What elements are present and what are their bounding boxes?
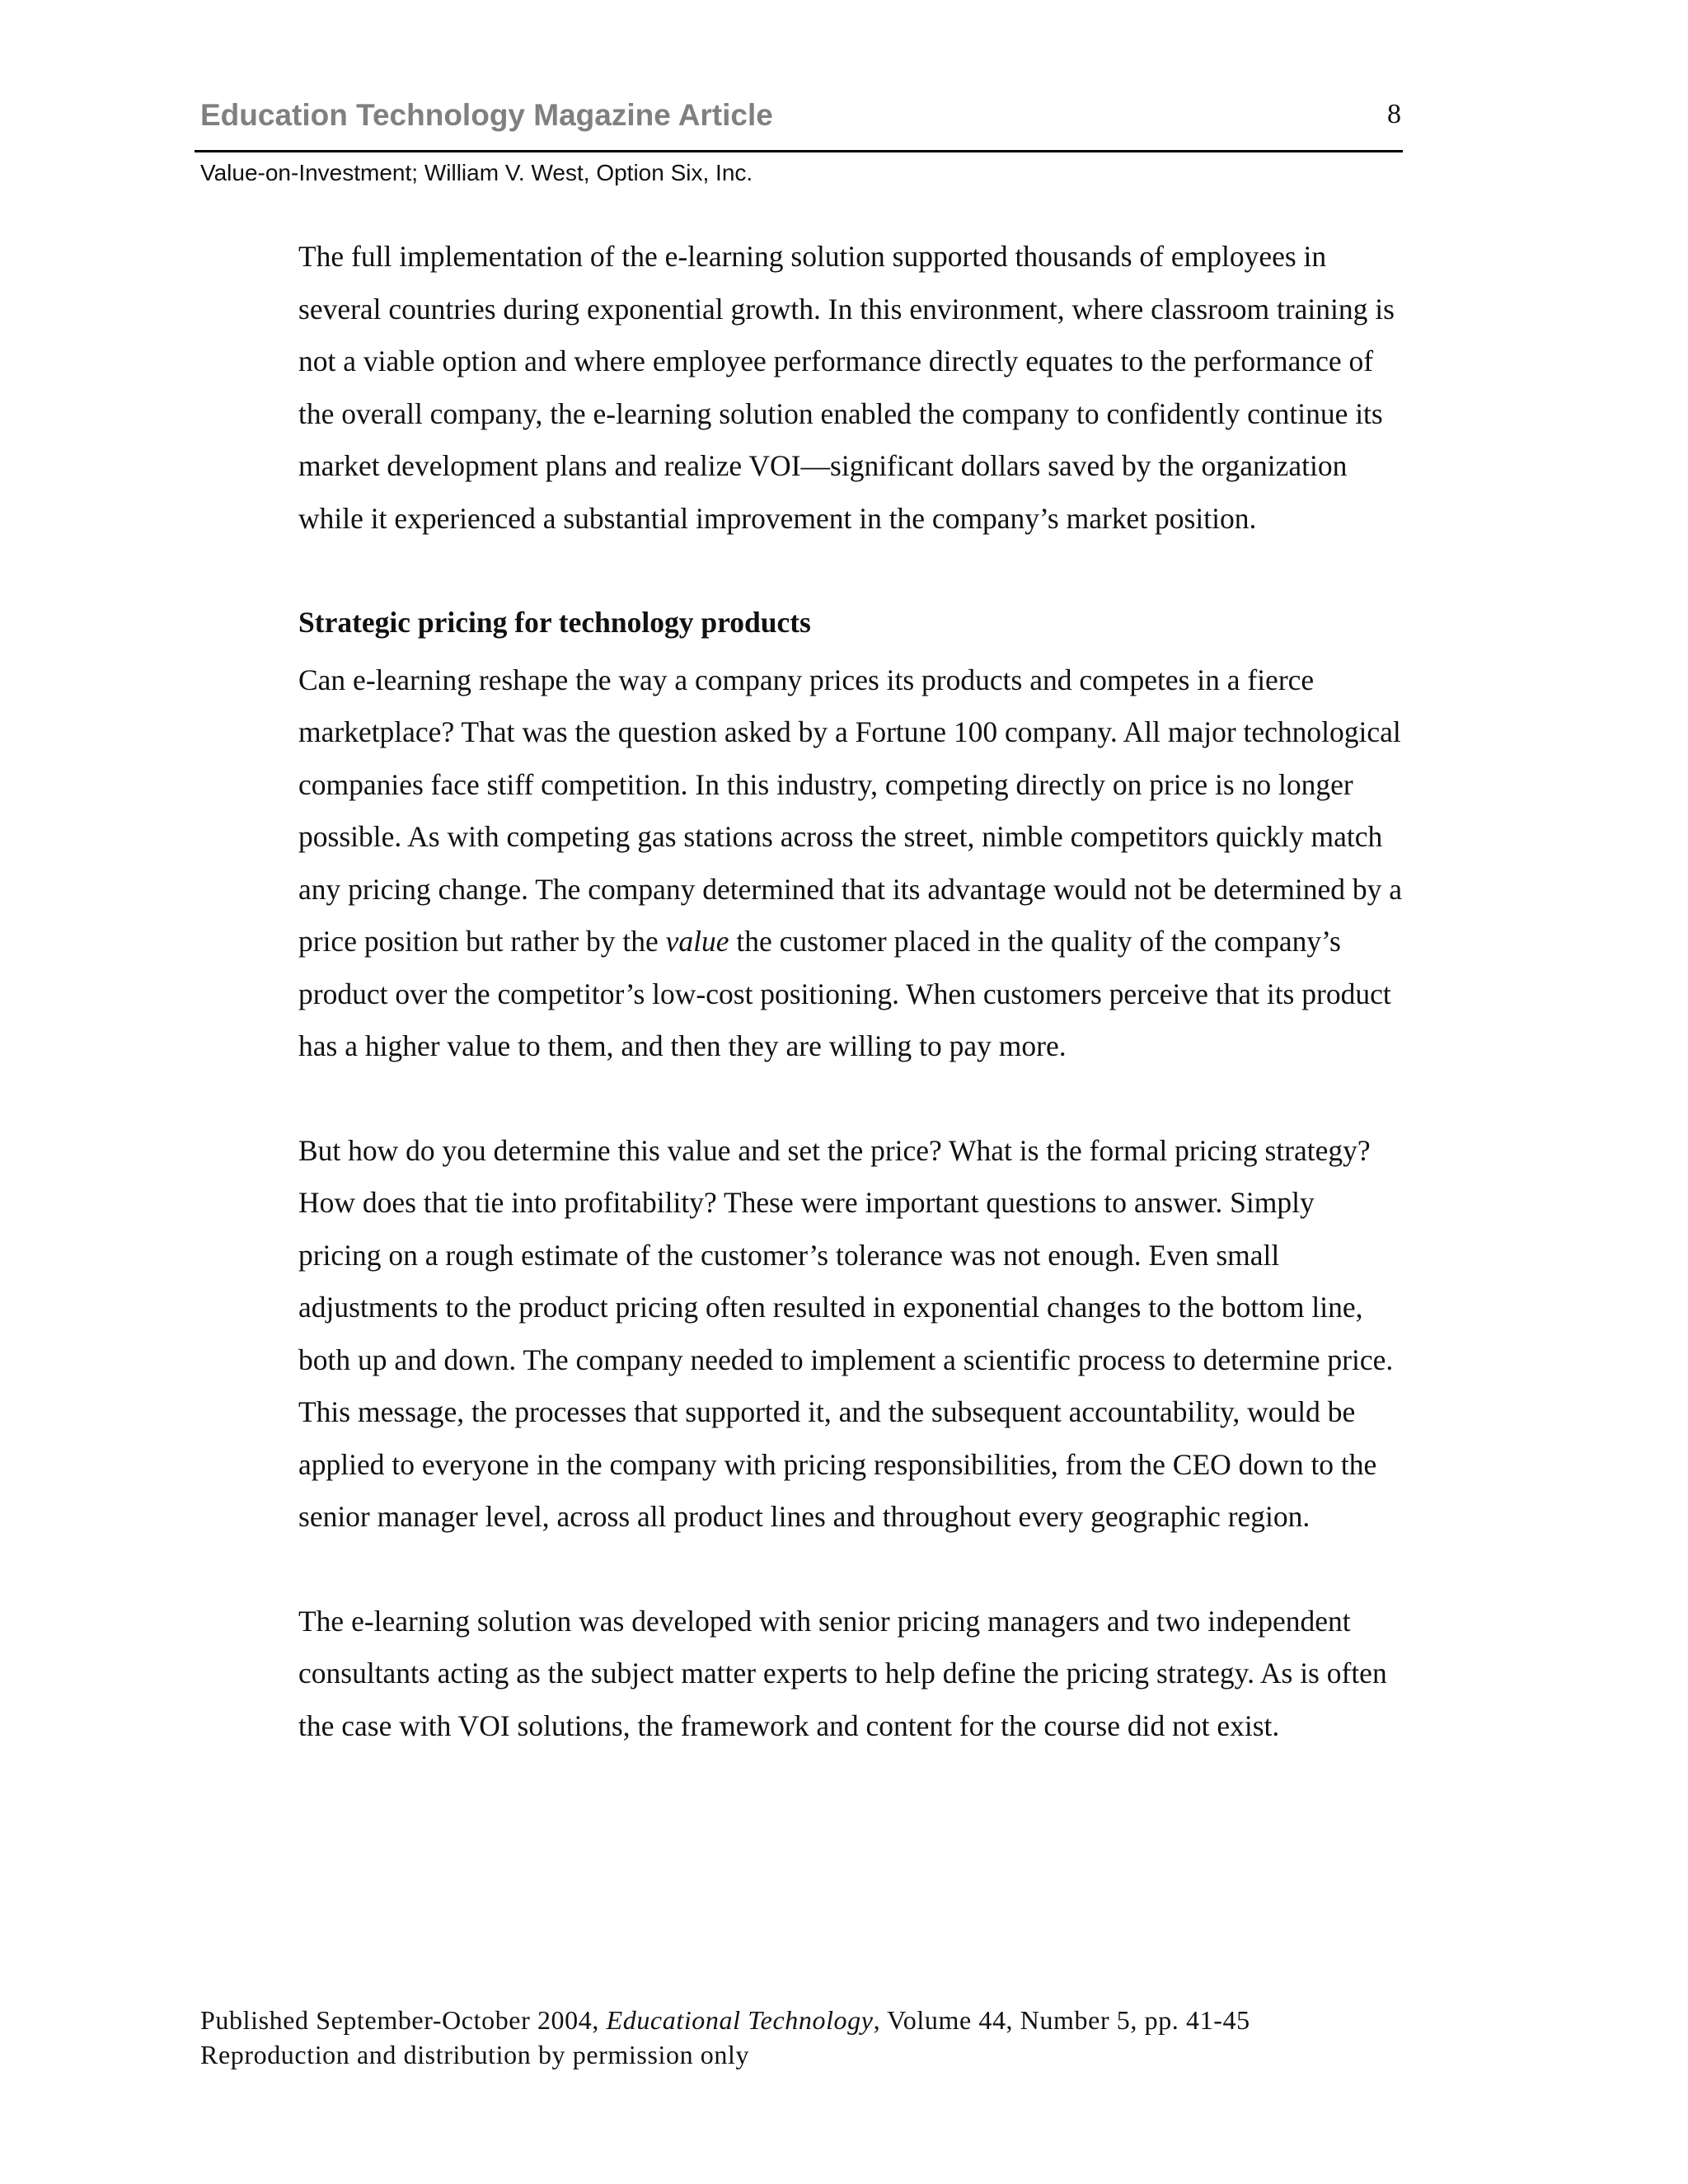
- page-number: 8: [1387, 99, 1401, 129]
- article-body: [298, 231, 1403, 1804]
- publication-prefix: Published September-October 2004,: [200, 2005, 599, 2035]
- page-footer: [200, 2003, 1250, 2072]
- publication-line: [200, 2003, 1250, 2037]
- page-header: [200, 92, 1401, 138]
- journal-name: Educational Technology: [606, 2005, 874, 2035]
- header-divider: [195, 150, 1403, 152]
- paragraph-implementation: The full implementation of the e-learning solution supported thousands of employees in several countries during exponential growth. In this environment, where classroom training is not a viable option and where employee performance directly equates to the performance of the overall company, the e-learning solution enabled the company to confidently continue its market development plans and realize VOI—significant dollars saved by the organization while it experienced a substantial improvement in the company’s market position.: [298, 240, 1395, 535]
- paragraph-solution-development: The e-learning solution was developed with senior pricing managers and two independent consultants acting as the subject matter experts to help define the pricing strategy. As is often the case with VOI solutions, the framework and content for the course did not exist.: [298, 1604, 1387, 1742]
- paragraph-pricing-question: [298, 654, 1403, 1073]
- rights-notice: Reproduction and distribution by permission only: [200, 2040, 750, 2069]
- emphasis-value: value: [665, 925, 729, 958]
- paragraph-pricing-text-start: Can e-learning reshape the way a company prices its products and competes in a fierce marketplace? That was the question asked by a Fortune 100 company. All major technological companies face stiff competition. In this industry, competing directly on price is no longer possible. As with competing gas stations across the street, nimble competitors quickly match any pricing change. The company determined that its advantage would not be determined by a price position but rather by the: [298, 663, 1403, 958]
- publication-suffix: , Volume 44, Number 5, pp. 41-45: [873, 2005, 1250, 2035]
- section-heading: Strategic pricing for technology products: [298, 606, 811, 639]
- paragraph-pricing-text-end: the customer placed in the quality of the company’s product over the competitor’s low-cost positioning. When customers perceive that its product has a higher value to them, and then they are willing to pay more.: [298, 925, 1391, 1062]
- header-subtitle: Value-on-Investment; William V. West, Option Six, Inc.: [200, 160, 753, 185]
- paragraph-determine-price: But how do you determine this value and set the price? What is the formal pricing strategy? How does that tie into profitability? These were important questions to answer. Simply pricing on a rough estimate of the customer’s tolerance was not enough. Even small adjustments to the product pricing often resulted in exponential changes to the bottom line, both up and down. The company needed to implement a scientific process to determine price. This message, the processes that supported it, and the subsequent accountability, would be applied to everyone in the company with pricing responsibilities, from the CEO down to the senior manager level, across all product lines and throughout every geographic region.: [298, 1133, 1394, 1533]
- header-title: Education Technology Magazine Article: [200, 98, 773, 132]
